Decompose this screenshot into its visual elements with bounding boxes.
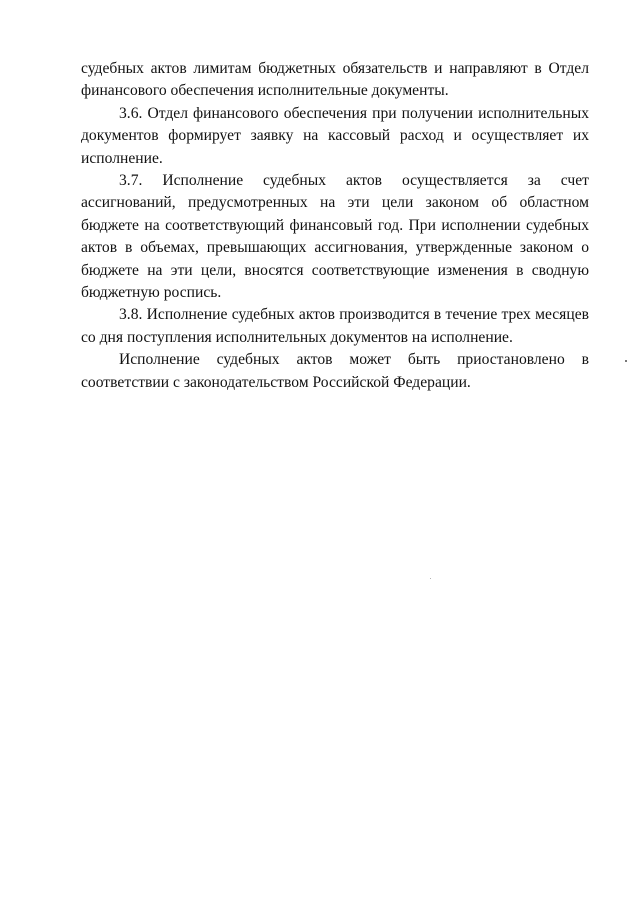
scan-speck — [625, 360, 627, 362]
paragraph-continuation: судебных актов лимитам бюджетных обязательств и направляют в Отдел финансового обеспечения исполнительные документы. — [81, 60, 589, 100]
paragraph-3-6: 3.6. Отдел финансового обеспечения при получении исполнительных документов формирует заявку на кассовый расход и осуществляет их исполнение. — [81, 104, 589, 167]
paragraph-3-7: 3.7. Исполнение судебных актов осуществляется за счет ассигнований, предусмотренных на эти цели законом об областном бюджете на соответствующий финансовый год. При исполнении судебных актов в объемах, превышающих ассигнования, утвержденные законом о бюджете на эти цели, вносятся соответствующие изменения в сводную бюджетную роспись. — [81, 172, 589, 302]
paragraph-3-8: 3.8. Исполнение судебных актов производится в течение трех месяцев со дня поступления исполнительных документов на исполнение. — [81, 306, 589, 346]
document-body — [81, 58, 589, 394]
scan-speck — [430, 578, 431, 579]
paragraph-suspension: Исполнение судебных актов может быть приостановлено в соответствии с законодательством Российской Федерации. — [81, 351, 589, 391]
